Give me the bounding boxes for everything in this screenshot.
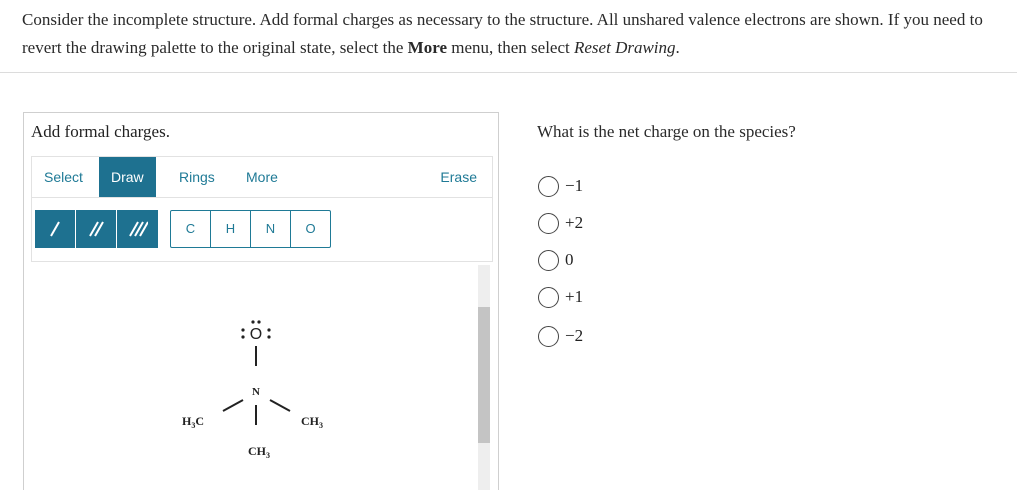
- tab-select[interactable]: Select: [44, 169, 83, 185]
- lone-pair-dot: [241, 328, 244, 331]
- double-bond-icon: [87, 220, 105, 238]
- divider: [0, 72, 1017, 73]
- panel-title: Add formal charges.: [31, 122, 170, 141]
- radio-button[interactable]: [538, 213, 559, 234]
- tab-draw[interactable]: Draw: [99, 157, 156, 197]
- lone-pair-dot: [267, 328, 270, 331]
- tab-erase[interactable]: Erase: [440, 169, 477, 185]
- answer-option[interactable]: [538, 285, 583, 309]
- radio-button[interactable]: [538, 176, 559, 197]
- left-methyl-group: $H_3C$: [182, 414, 205, 430]
- right-methyl-group: $CH_3$: [301, 414, 323, 430]
- triple-bond-icon: [128, 220, 148, 238]
- radio-button[interactable]: [538, 326, 559, 347]
- drawing-canvas[interactable]: [24, 263, 476, 490]
- radio-button[interactable]: [538, 287, 559, 308]
- radio-button[interactable]: [538, 250, 559, 271]
- molecule-structure: [24, 263, 476, 490]
- question-text: What is the net charge on the species?: [537, 122, 796, 141]
- more-keyword: More: [407, 38, 447, 57]
- lone-pair-dot: [257, 320, 260, 323]
- option-label: −1: [565, 176, 584, 195]
- option-label: +1: [565, 287, 584, 306]
- tab-rings[interactable]: Rings: [179, 169, 215, 185]
- atom-button-c[interactable]: C: [171, 211, 211, 247]
- tab-more[interactable]: More: [246, 169, 278, 185]
- lone-pair-dot: [267, 335, 270, 338]
- double-bond-button[interactable]: [76, 210, 117, 248]
- answer-option[interactable]: [538, 174, 583, 198]
- answer-option[interactable]: [538, 211, 583, 235]
- atom-button-h[interactable]: H: [211, 211, 251, 247]
- bond-n-right: [270, 400, 290, 411]
- option-label: −2: [565, 326, 584, 345]
- reset-drawing-keyword: Reset Drawing: [574, 38, 676, 57]
- instructions-text: Consider the incomplete structure. Add formal charges as necessary to the structure. All unshared valence electrons are shown. If you need to revert the drawing palette to the original state, select the More menu, then select Reset Drawing.: [22, 10, 983, 57]
- toolbar-tabs: [32, 157, 492, 198]
- atom-tools: [170, 210, 331, 248]
- drawing-panel: [23, 112, 499, 490]
- lone-pair-dot: [251, 320, 254, 323]
- bond-n-left: [223, 400, 243, 411]
- atom-button-n[interactable]: N: [251, 211, 291, 247]
- nitrogen-atom: N: [252, 386, 260, 398]
- bond-tools: [35, 210, 159, 248]
- single-bond-icon: [46, 220, 64, 238]
- bottom-methyl-group: $CH_3$: [248, 444, 270, 460]
- answer-option[interactable]: [538, 248, 574, 272]
- canvas-scroll-thumb[interactable]: [478, 307, 490, 443]
- lone-pair-dot: [241, 335, 244, 338]
- option-label: 0: [565, 250, 574, 269]
- drawing-toolbar: [31, 156, 493, 262]
- triple-bond-button[interactable]: [117, 210, 158, 248]
- single-bond-button[interactable]: [35, 210, 76, 248]
- atom-button-o[interactable]: O: [305, 221, 316, 236]
- oxygen-atom: O: [249, 326, 263, 343]
- option-label: +2: [565, 213, 584, 232]
- answer-option[interactable]: [538, 324, 583, 348]
